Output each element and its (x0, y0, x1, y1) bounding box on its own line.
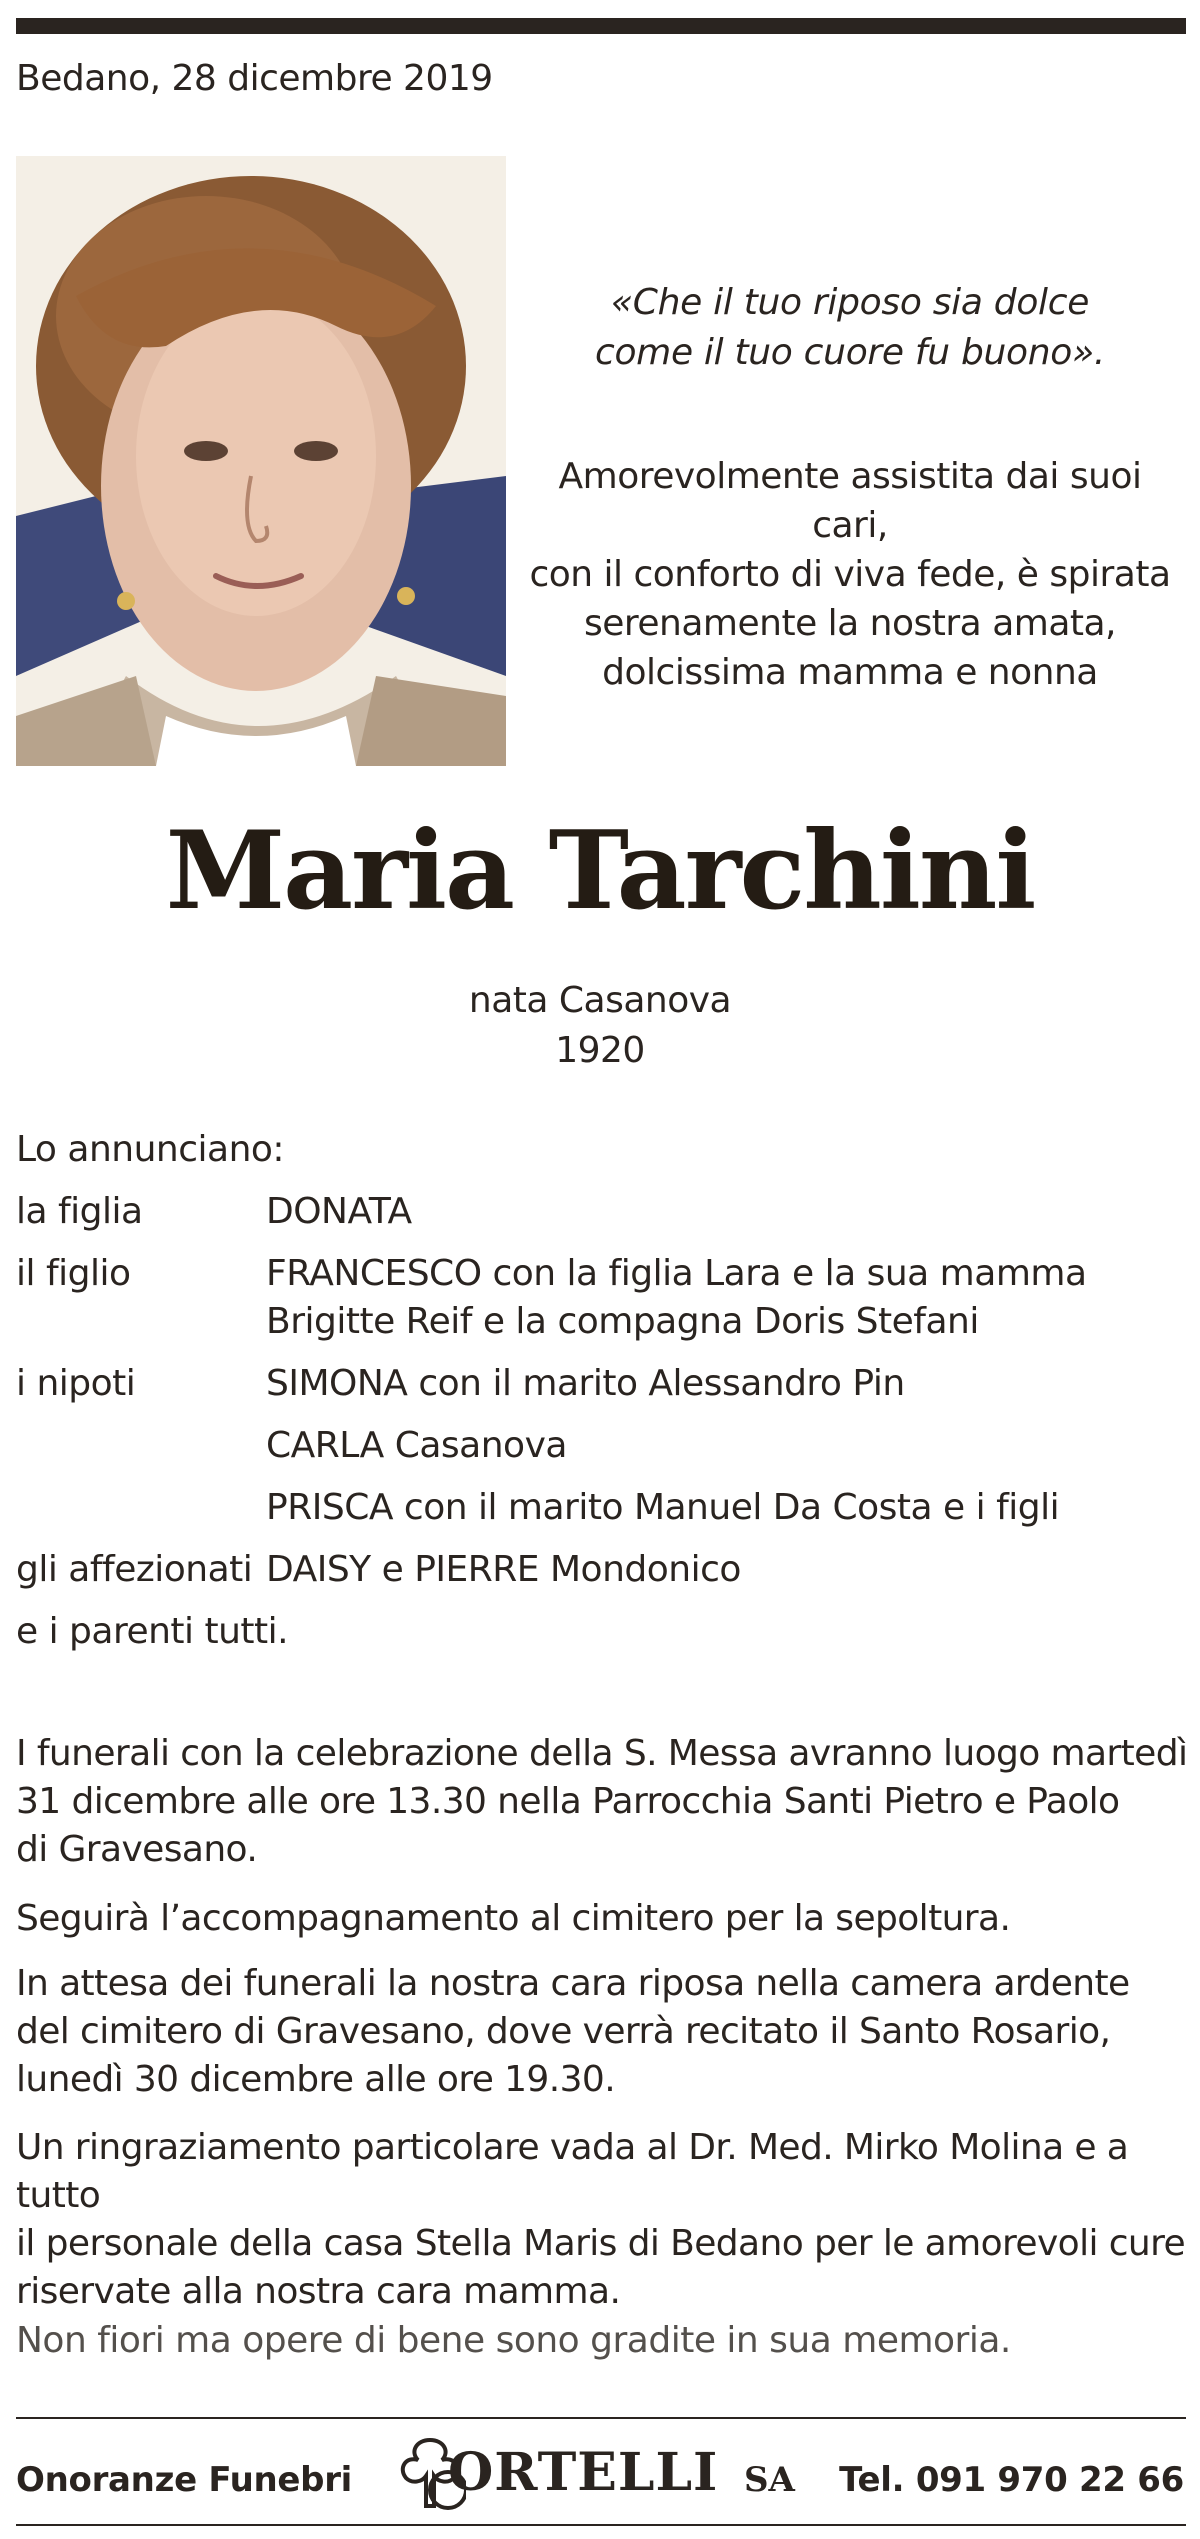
footer (16, 2430, 1186, 2520)
vigil-paragraph (16, 1960, 1191, 2124)
maiden-name: nata Casanova (468, 980, 732, 1021)
relation-label: gli affezionati (16, 1549, 253, 1590)
relation-label: i nipoti (16, 1363, 136, 1404)
quote-line: come il tuo cuore fu buono». (594, 332, 1106, 373)
relative-names (266, 1360, 1186, 1422)
burial-paragraph (16, 1895, 1191, 1960)
closing-note: Non fiori ma opere di bene sono gradite in sua memoria. (16, 2320, 1011, 2361)
relative-line: Brigitte Reif e la compagna Doris Stefani (266, 1301, 979, 1342)
phone-number: Tel. 091 970 22 66 (839, 2460, 1184, 2500)
relative-line: DONATA (266, 1191, 412, 1232)
relative-line: FRANCESCO con la figlia Lara e la sua mamma (266, 1253, 1087, 1294)
relation-label: la figlia (16, 1191, 143, 1232)
text-line: il personale della casa Stella Maris di Bedano per le amorevoli cure (16, 2223, 1186, 2264)
deceased-name: Maria Tarchini (165, 808, 1035, 934)
relative-line: DAISY e PIERRE Mondonico (266, 1549, 741, 1590)
text-line: 31 dicembre alle ore 13.30 nella Parrocchia Santi Pietro e Paolo (16, 1781, 1120, 1822)
intro-line: dolcissima mamma e nonna (602, 652, 1098, 693)
funeral-home-logo (396, 2432, 816, 2516)
announcer-row (16, 1546, 1186, 1608)
funeral-details (16, 1730, 1191, 2316)
relative-names (266, 1422, 1186, 1484)
announcer-row (16, 1422, 1186, 1484)
portrait-illustration (16, 156, 506, 766)
announcers-lead: Lo annunciano: (16, 1129, 285, 1170)
top-rule (16, 18, 1186, 34)
funeral-paragraph (16, 1730, 1191, 1895)
quote-line: «Che il tuo riposo sia dolce (610, 282, 1090, 323)
relative-line: PRISCA con il marito Manuel Da Costa e i figli (266, 1487, 1060, 1528)
epigraph-quote (520, 278, 1180, 378)
brand-name: ORTELLI (448, 2442, 719, 2503)
announcer-row (16, 1250, 1186, 1360)
relative-names (266, 1546, 1186, 1608)
birth-info (0, 976, 1200, 1076)
relative-names (266, 1250, 1186, 1360)
announcer-row (16, 1188, 1186, 1250)
intro-line: con il conforto di viva fede, è spirata (529, 554, 1171, 595)
text-line: Seguirà l’accompagnamento al cimitero per la sepoltura. (16, 1898, 1011, 1939)
portrait-photo (16, 156, 506, 766)
footer-rule-top (16, 2417, 1186, 2419)
text-line: lunedì 30 dicembre alle ore 19.30. (16, 2059, 616, 2100)
footer-rule-bottom (16, 2524, 1186, 2526)
birth-year: 1920 (555, 1030, 645, 1071)
intro-text (520, 452, 1180, 697)
relative-names (266, 1484, 1186, 1546)
footer-label: Onoranze Funebri (16, 2460, 353, 2500)
text-line: I funerali con la celebrazione della S. Messa avranno luogo martedì (16, 1733, 1188, 1774)
relative-line: CARLA Casanova (266, 1425, 567, 1466)
announcer-row (16, 1484, 1186, 1546)
text-line: In attesa dei funerali la nostra cara riposa nella camera ardente (16, 1963, 1130, 2004)
text-line: Un ringraziamento particolare vada al Dr. Med. Mirko Molina e a tutto (16, 2127, 1129, 2216)
announcer-row (16, 1360, 1186, 1422)
text-line: del cimitero di Gravesano, dove verrà recitato il Santo Rosario, (16, 2011, 1111, 2052)
text-line: riservate alla nostra cara mamma. (16, 2271, 621, 2312)
date-line: Bedano, 28 dicembre 2019 (16, 58, 493, 99)
thanks-paragraph (16, 2124, 1191, 2316)
relation-label: il figlio (16, 1253, 131, 1294)
relative-names (266, 1188, 1186, 1250)
announcers-tail: e i parenti tutti. (16, 1611, 289, 1652)
intro-line: Amorevolmente assistita dai suoi cari, (558, 456, 1142, 546)
text-line: di Gravesano. (16, 1829, 258, 1870)
relation-label (16, 1484, 266, 1546)
brand-suffix: SA (744, 2460, 795, 2500)
intro-line: serenamente la nostra amata, (583, 603, 1116, 644)
relative-line: SIMONA con il marito Alessandro Pin (266, 1363, 905, 1404)
announcers-list (16, 1126, 1186, 1656)
relation-label (16, 1422, 266, 1484)
